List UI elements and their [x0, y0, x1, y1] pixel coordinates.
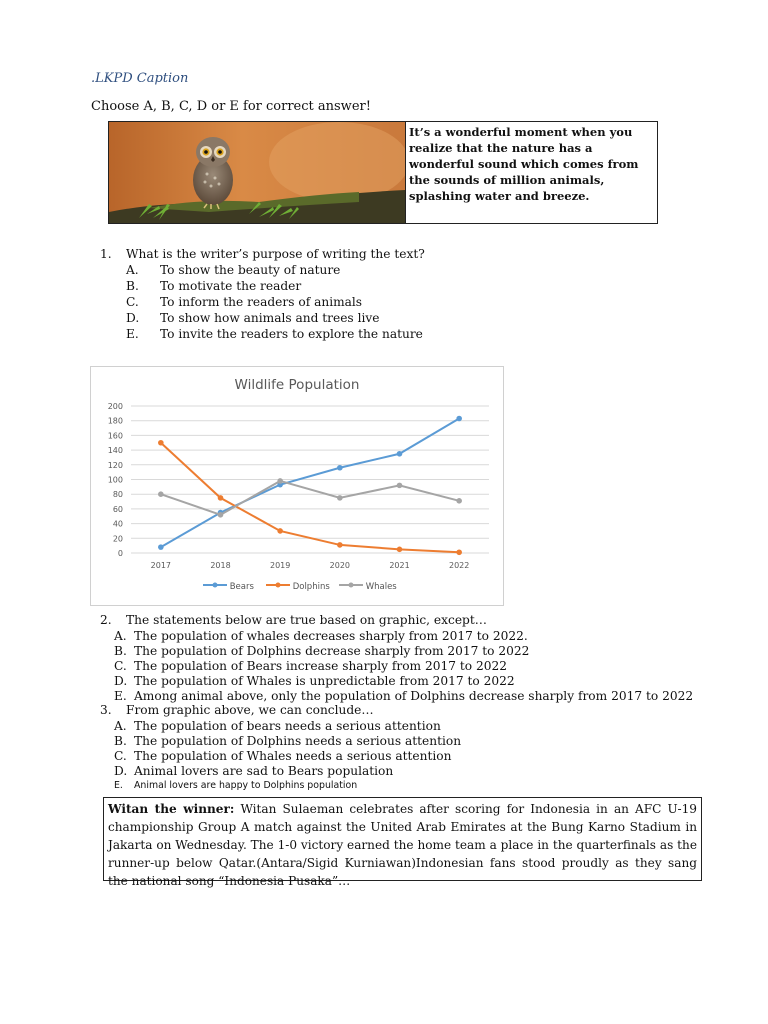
series-line-dolphins: [161, 443, 459, 553]
legend-line-icon: [339, 581, 363, 589]
option-text: The population of bears needs a serious attention: [134, 719, 441, 733]
option-a[interactable]: [114, 628, 720, 643]
question-number: 2.: [100, 613, 112, 627]
data-point-whales: [397, 483, 403, 489]
question-text: The statements below are true based on graphic, except…: [126, 613, 487, 627]
data-point-whales: [277, 478, 283, 484]
data-point-dolphins: [397, 547, 403, 553]
owl-on-mossy-log-photo: [109, 122, 405, 223]
option-letter: E.: [126, 327, 139, 341]
option-letter: A.: [114, 629, 127, 643]
legend-label: Bears: [229, 582, 254, 592]
option-text: Animal lovers are happy to Dolphins population: [134, 780, 358, 791]
options-list: [114, 628, 720, 703]
data-point-dolphins: [158, 440, 164, 446]
y-tick-label: 140: [107, 446, 123, 456]
legend-label: Whales: [365, 582, 397, 592]
y-tick-label: 180: [107, 416, 123, 426]
news-paragraph: [108, 800, 697, 890]
news-lead: Witan the winner:: [108, 802, 235, 816]
option-text: To invite the readers to explore the nature: [160, 327, 423, 341]
option-letter: B.: [114, 734, 127, 748]
data-point-whales: [337, 495, 343, 501]
y-tick-label: 20: [112, 534, 123, 544]
option-text: The population of Dolphins needs a serious attention: [134, 734, 462, 748]
option-letter: D.: [114, 764, 128, 778]
option-text: To show how animals and trees live: [160, 311, 380, 325]
option-text: To inform the readers of animals: [160, 295, 363, 309]
option-b[interactable]: [114, 733, 720, 748]
y-tick-label: 100: [107, 475, 123, 485]
option-text: The population of Whales needs a serious attention: [134, 749, 452, 763]
option-c[interactable]: [126, 294, 640, 310]
x-tick-label: 2019: [269, 561, 291, 570]
option-letter: E.: [114, 689, 127, 703]
y-tick-label: 120: [107, 460, 123, 470]
option-letter: D.: [126, 311, 140, 325]
news-caption-box: [103, 797, 702, 888]
option-letter: A.: [126, 263, 139, 277]
question-number: 3.: [100, 703, 112, 717]
y-tick-label: 0: [117, 549, 123, 558]
option-letter: B.: [114, 644, 127, 658]
caption-table: [108, 121, 658, 224]
legend-dolphins: [266, 581, 330, 592]
question-3: [100, 702, 720, 792]
data-point-whales: [218, 512, 224, 518]
option-b[interactable]: [126, 278, 640, 294]
y-tick-label: 80: [112, 490, 123, 500]
worksheet-title: .LKPD Caption: [91, 71, 189, 86]
option-b[interactable]: [114, 643, 720, 658]
option-a[interactable]: [126, 262, 640, 278]
data-point-dolphins: [337, 542, 343, 548]
question-2: [100, 612, 720, 703]
x-tick-label: 2017: [150, 561, 172, 570]
data-point-whales: [158, 491, 164, 497]
data-point-bears: [158, 544, 164, 550]
options-list: [114, 718, 720, 792]
option-c[interactable]: [114, 748, 720, 763]
chart-title: Wildlife Population: [234, 377, 360, 393]
question-1: [100, 246, 640, 342]
option-letter: E.: [114, 780, 123, 791]
option-e[interactable]: [114, 778, 720, 792]
legend-whales: [339, 581, 397, 592]
option-letter: C.: [126, 295, 139, 309]
option-text: The population of whales decreases sharply from 2017 to 2022.: [134, 629, 528, 643]
caption-text: It’s a wonderful moment when you realize that the nature has a wonderful sound which comes from the sounds of million animals, splashing water and breeze.: [409, 125, 639, 203]
option-c[interactable]: [114, 658, 720, 673]
legend-label: Dolphins: [292, 582, 330, 592]
wildlife-population-chart: [90, 366, 504, 606]
option-letter: A.: [114, 719, 127, 733]
instruction-text: Choose A, B, C, D or E for correct answer!: [91, 99, 371, 114]
option-letter: C.: [114, 749, 127, 763]
option-letter: D.: [114, 674, 128, 688]
y-tick-label: 200: [107, 402, 123, 411]
x-tick-label: 2022: [448, 561, 470, 570]
x-tick-label: 2021: [389, 561, 410, 570]
option-a[interactable]: [114, 718, 720, 733]
option-text: The population of Bears increase sharply from 2017 to 2022: [134, 659, 507, 673]
option-text: The population of Dolphins decrease sharply from 2017 to 2022: [134, 644, 530, 658]
y-tick-label: 60: [112, 504, 123, 514]
option-d[interactable]: [114, 763, 720, 778]
data-point-dolphins: [218, 495, 224, 501]
owl-photo: [109, 122, 406, 223]
option-text: The population of Whales is unpredictable from 2017 to 2022: [134, 674, 515, 688]
news-body: Witan Sulaeman celebrates after scoring for Indonesia in an AFC U-19 championship Group A match against the United Arab Emirates at the Bung Karno Stadium in Jakarta on Wednesday. The 1-0 victory earned the home team a place in the quarterfinals as the runner-up below Qatar.(Antara/Sigid Kurniawan)Indonesian fans stood proudly as they sang the national song “Indonesia Pusaka”…: [108, 802, 697, 888]
options-list: [126, 262, 640, 342]
series-line-whales: [161, 481, 459, 515]
x-tick-label: 2020: [329, 561, 351, 570]
data-point-whales: [456, 498, 462, 504]
line-chart: [91, 367, 503, 605]
data-point-bears: [337, 465, 343, 471]
option-letter: B.: [126, 279, 139, 293]
legend-line-icon: [203, 581, 227, 589]
option-d[interactable]: [114, 673, 720, 688]
y-tick-label: 40: [112, 519, 123, 529]
option-d[interactable]: [126, 310, 640, 326]
data-point-bears: [397, 451, 403, 457]
question-text: From graphic above, we can conclude…: [126, 703, 374, 717]
data-point-dolphins: [277, 528, 283, 534]
question-number: 1.: [100, 247, 112, 261]
data-point-dolphins: [456, 549, 462, 555]
option-text: Among animal above, only the population of Dolphins decrease sharply from 2017 to 2022: [134, 689, 694, 703]
question-text: What is the writer’s purpose of writing the text?: [126, 247, 425, 261]
option-text: To motivate the reader: [160, 279, 302, 293]
x-tick-label: 2018: [210, 561, 231, 570]
option-text: To show the beauty of nature: [160, 263, 341, 277]
option-text: Animal lovers are sad to Bears population: [134, 764, 394, 778]
legend-bears: [203, 581, 254, 592]
y-tick-label: 160: [107, 431, 123, 441]
data-point-bears: [456, 416, 462, 422]
legend-line-icon: [266, 581, 290, 589]
option-e[interactable]: [126, 326, 640, 342]
option-e[interactable]: [114, 688, 720, 703]
option-letter: C.: [114, 659, 127, 673]
